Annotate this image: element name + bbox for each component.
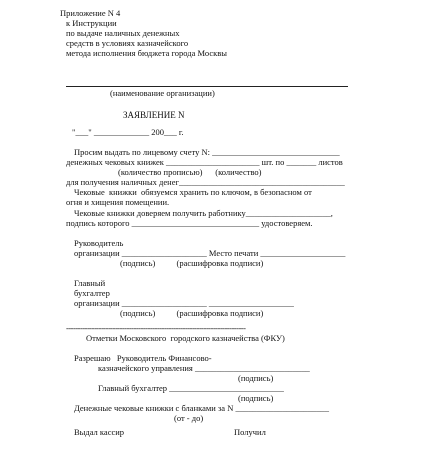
body-line: огня и хищения помещении. — [66, 197, 170, 207]
signature-caption: (подпись) (расшифровка подписи) — [120, 308, 264, 318]
department-signature-line: казначейского управления ___________________________ — [98, 363, 310, 373]
signature-caption: (подпись) — [238, 393, 274, 403]
chief-accountant-line: Главный бухгалтер ___________________________ — [98, 383, 284, 393]
date-line: "___" _____________ 200___ г. — [72, 127, 184, 137]
signature-caption: (подпись) (расшифровка подписи) — [120, 258, 264, 268]
received-by: Получил — [234, 427, 266, 437]
range-caption: (от - до) — [174, 413, 204, 423]
body-line: денежных чековых книжек ______________________ шт. по _______ листов — [66, 157, 343, 167]
header-line: к Инструкции — [66, 18, 117, 28]
body-line: Просим выдать по лицевому счету N: ______________________________ — [74, 147, 340, 157]
signature-head-title: Руководитель — [74, 238, 124, 248]
document-title: ЗАЯВЛЕНИЕ N — [123, 110, 185, 120]
header-line: по выдаче наличных денежных — [66, 28, 180, 38]
signature-head-line: организации ____________________ Место печати ____________________ — [74, 248, 346, 258]
header-line: метода исполнения бюджета города Москвы — [66, 48, 227, 58]
accountant-title: бухгалтер — [74, 288, 110, 298]
body-line: подпись которого ______________________________ удостоверяем. — [66, 218, 313, 228]
accountant-title: Главный — [74, 278, 106, 288]
body-line: для получения наличных денег_______________________________________ — [66, 177, 345, 187]
organization-name-line — [66, 86, 348, 87]
body-caption: (количество прописью) (количество) — [118, 167, 262, 177]
permit-line: Разрешаю Руководитель Финансово- — [74, 353, 212, 363]
header-line: средств в условиях казначейского — [66, 38, 189, 48]
treasury-section-title: Отметки Московского городского казначейства (ФКУ) — [86, 333, 285, 343]
appendix-number: Приложение N 4 — [60, 8, 121, 18]
issued-by-cashier: Выдал кассир — [74, 427, 125, 437]
section-divider: ----------------------------------------------------------------------------- — [66, 323, 246, 333]
signature-caption: (подпись) — [238, 373, 274, 383]
body-line: Чековые книжки обязуемся хранить по ключом, в безопасном от — [74, 187, 312, 197]
accountant-signature-line: организации ____________________ ____________________ — [74, 298, 294, 308]
body-line: Чековые книжки доверяем получить работнику____________________, — [74, 208, 333, 218]
organization-caption: (наименование организации) — [110, 88, 215, 98]
checkbooks-line: Денежные чековые книжки с бланками за N ______________________ — [74, 403, 329, 413]
